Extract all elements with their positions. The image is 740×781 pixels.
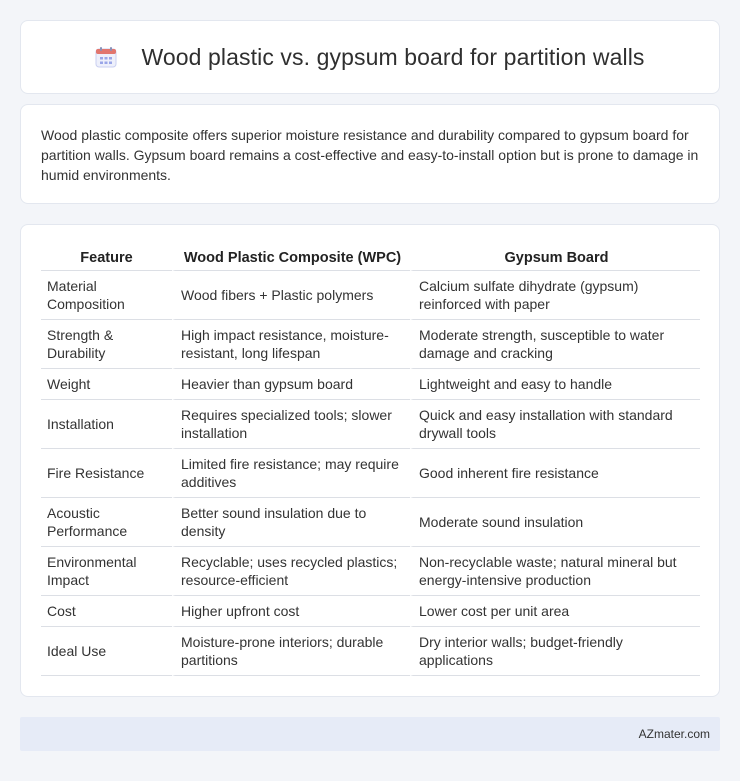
gypsum-cell: Lightweight and easy to handle: [410, 369, 700, 400]
gypsum-cell: Moderate strength, susceptible to water damage and cracking: [410, 320, 700, 369]
wpc-cell: Recyclable; uses recycled plastics; resource-efficient: [172, 547, 410, 596]
table-row: [41, 596, 700, 627]
gypsum-cell: Moderate sound insulation: [410, 498, 700, 547]
title-card: [20, 20, 720, 94]
comparison-table: [41, 245, 700, 676]
table-row: [41, 498, 700, 547]
gypsum-cell: Dry interior walls; budget-friendly applications: [410, 627, 700, 676]
title-wrap: [95, 44, 644, 71]
page-title: Wood plastic vs. gypsum board for partition walls: [141, 43, 645, 70]
table-row: [41, 369, 700, 400]
footer-bar: [20, 717, 720, 751]
feature-cell: Weight: [41, 369, 172, 400]
table-row: [41, 627, 700, 676]
table-row: [41, 271, 700, 320]
header-wpc: Wood Plastic Composite (WPC): [172, 245, 410, 271]
summary-card: [20, 104, 720, 204]
wpc-cell: Heavier than gypsum board: [172, 369, 410, 400]
feature-cell: Strength & Durability: [41, 320, 172, 369]
header-feature: Feature: [41, 245, 172, 271]
table-row: [41, 400, 700, 449]
gypsum-cell: Quick and easy installation with standard drywall tools: [410, 400, 700, 449]
wpc-cell: Moisture-prone interiors; durable partitions: [172, 627, 410, 676]
wpc-cell: Wood fibers + Plastic polymers: [172, 271, 410, 320]
feature-cell: Material Composition: [41, 271, 172, 320]
wpc-cell: Better sound insulation due to density: [172, 498, 410, 547]
feature-cell: Environmental Impact: [41, 547, 172, 596]
gypsum-cell: Lower cost per unit area: [410, 596, 700, 627]
wpc-cell: High impact resistance, moisture-resistant, long lifespan: [172, 320, 410, 369]
table-row: [41, 320, 700, 369]
table-row: [41, 547, 700, 596]
gypsum-cell: Non-recyclable waste; natural mineral but energy-intensive production: [410, 547, 700, 596]
wpc-cell: Limited fire resistance; may require additives: [172, 449, 410, 498]
feature-cell: Ideal Use: [41, 627, 172, 676]
footer-site-link[interactable]: AZmater.com: [638, 727, 710, 741]
gypsum-cell: Calcium sulfate dihydrate (gypsum) reinforced with paper: [410, 271, 700, 320]
feature-cell: Cost: [41, 596, 172, 627]
wpc-cell: Requires specialized tools; slower installation: [172, 400, 410, 449]
table-header-row: [41, 245, 700, 271]
summary-text: Wood plastic composite offers superior moisture resistance and durability compared to gypsum board for partition walls. Gypsum board remains a cost-effective and easy-to-install option but is prone to damage in humid environments.: [41, 127, 699, 183]
calendar-icon: [95, 46, 117, 68]
gypsum-cell: Good inherent fire resistance: [410, 449, 700, 498]
feature-cell: Acoustic Performance: [41, 498, 172, 547]
comparison-table-card: [20, 224, 720, 697]
wpc-cell: Higher upfront cost: [172, 596, 410, 627]
header-gypsum: Gypsum Board: [410, 245, 700, 271]
table-row: [41, 449, 700, 498]
feature-cell: Fire Resistance: [41, 449, 172, 498]
feature-cell: Installation: [41, 400, 172, 449]
